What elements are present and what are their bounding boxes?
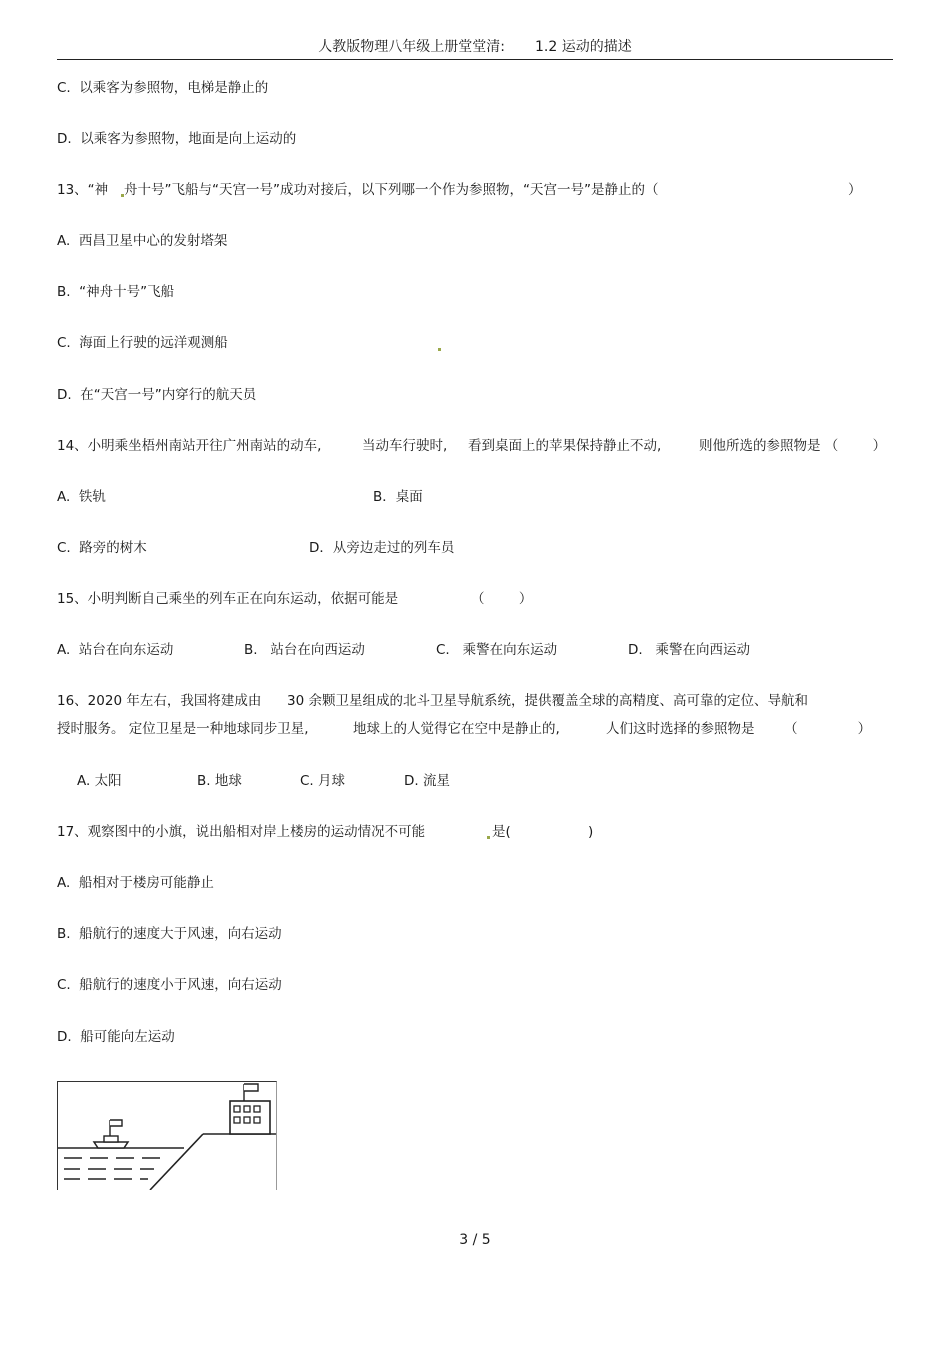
q15-option-b: B. 站台在向西运动	[244, 642, 365, 658]
q13-stem: 舟十号”飞船与“天宫一号”成功对接后，以下列哪一个作为参照物，“天宫一号”是静止的（	[124, 182, 659, 198]
q15-stem: 15、小明判断自己乘坐的列车正在向东运动，依据可能是	[57, 591, 399, 607]
q14-option-d: D．从旁边走过的列车员	[309, 540, 455, 556]
q14-stem-part4: 则他所选的参照物是 （ ）	[699, 438, 887, 454]
q16-option-b: B. 地球	[197, 773, 242, 789]
q16-option-d: D. 流星	[404, 773, 450, 789]
q15-option-d: D. 乘警在向西运动	[628, 642, 751, 658]
q13-stem-start: 13、“神	[57, 182, 109, 198]
q14-option-a: A. 铁轨	[57, 489, 106, 505]
q13-paren-close: ）	[848, 182, 862, 198]
q17-option-b: B. 船航行的速度大于风速，向右运动	[57, 926, 282, 942]
q14-option-c: C. 路旁的树木	[57, 540, 147, 556]
q16-stem-line2-part2: 地球上的人觉得它在空中是静止的,	[353, 721, 560, 737]
q16-option-a: A. 太阳	[77, 773, 122, 789]
q17-option-d: D. 船可能向左运动	[57, 1029, 175, 1045]
q13-option-b: B. “神舟十号”飞船	[57, 284, 175, 300]
q14-stem-part3: 看到桌面上的苹果保持静止不动,	[468, 438, 662, 454]
scan-speck	[487, 836, 490, 839]
q17-stem: 17、观察图中的小旗，说出船相对岸上楼房的运动情况不可能	[57, 824, 426, 840]
q12-option-c: C. 以乘客为参照物，电梯是静止的	[57, 80, 269, 96]
boat-building-illustration	[58, 1082, 276, 1190]
q15-option-a: A. 站台在向东运动	[57, 642, 174, 658]
q16-stem-line2-part3: 人们这时选择的参照物是	[606, 721, 755, 737]
page-header	[0, 36, 950, 56]
q13-option-d: D. 在“天宫一号”内穿行的航天员	[57, 387, 257, 403]
q16-option-c: C. 月球	[300, 773, 346, 789]
q16-stem-line2-part1: 授时服务。 定位卫星是一种地球同步卫星,	[57, 721, 309, 737]
page-number: 3 / 5	[459, 1232, 491, 1248]
q13-option-a: A. 西昌卫星中心的发射塔架	[57, 233, 228, 249]
q17-stem-tail: 是( )	[492, 824, 594, 840]
q14-stem-part2: 当动车行驶时,	[362, 438, 448, 454]
header-title-right: 1.2 运动的描述	[535, 39, 632, 55]
q14-stem-part1: 14、小明乘坐梧州南站开往广州南站的动车,	[57, 438, 322, 454]
q16-stem-line1-start: 16、2020 年左右，我国将建成由	[57, 693, 262, 709]
q16-paren: （ ）	[784, 721, 872, 737]
q14-option-b: B．桌面	[373, 489, 423, 505]
q12-option-d: D. 以乘客为参照物，地面是向上运动的	[57, 131, 297, 147]
boat-building-figure	[57, 1081, 277, 1190]
q15-paren: （ ）	[471, 591, 533, 607]
q17-option-a: A. 船相对于楼房可能静止	[57, 875, 214, 891]
q16-stem-line1-rest: 30 余颗卫星组成的北斗卫星导航系统，提供覆盖全球的高精度、高可靠的定位、导航和	[287, 693, 808, 709]
scan-speck	[438, 348, 441, 351]
q13-option-c: C. 海面上行驶的远洋观测船	[57, 335, 228, 351]
q15-option-c: C. 乘警在向东运动	[436, 642, 558, 658]
q17-option-c: C. 船航行的速度小于风速，向右运动	[57, 977, 282, 993]
header-divider	[57, 59, 893, 60]
header-title-left: 人教版物理八年级上册堂堂清:	[318, 39, 505, 55]
